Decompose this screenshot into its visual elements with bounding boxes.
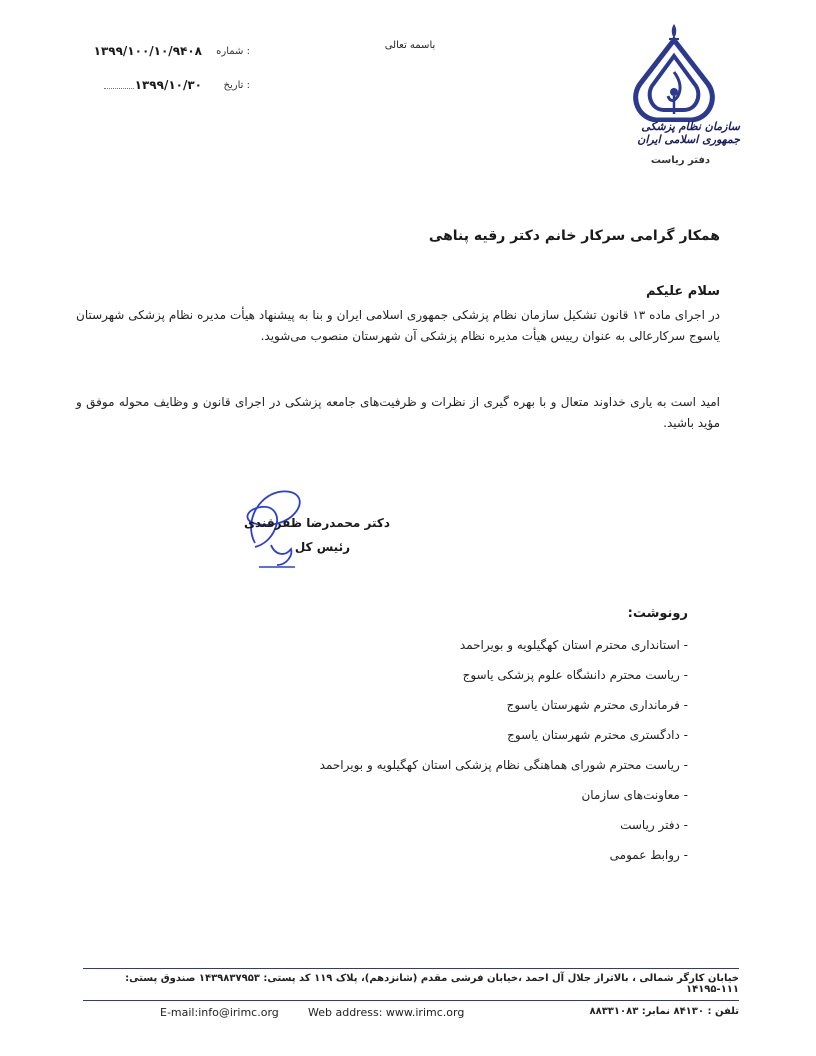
cc-item: - استانداری محترم استان کهگیلویه و بویراحمد — [459, 638, 688, 652]
office-name: دفتر ریاست — [650, 155, 710, 166]
cc-item: - ریاست محترم دانشگاه علوم پزشکی یاسوج — [462, 668, 688, 682]
signature-scribble-icon — [225, 485, 325, 575]
footer-phone-fax: تلفن : ۸۴۱۳۰ نمابر: ۸۸۳۳۱۰۸۳ — [589, 1006, 739, 1017]
org-logo — [618, 22, 738, 172]
emblem-icon — [618, 22, 738, 122]
cc-item: - دفتر ریاست — [620, 818, 688, 832]
cc-item: - دادگستری محترم شهرستان یاسوج — [507, 728, 688, 742]
cc-title: رونوشت: — [627, 606, 688, 621]
letter-date — [100, 78, 250, 98]
bismillah: باسمه تعالی — [384, 40, 436, 51]
greeting: سلام علیکم — [646, 284, 720, 299]
date-label: تاریخ : — [223, 80, 250, 91]
footer-contact — [83, 1006, 739, 1022]
footer-website[interactable]: Web address: www.irimc.org — [308, 1006, 465, 1019]
signer-name: دکتر محمدرضا ظفرقندی — [243, 516, 390, 530]
body-paragraph-1: در اجرای ماده ۱۳ قانون تشکیل سازمان نظام پزشکی جمهوری اسلامی ایران و بنا به پیشنهاد هیأت مدیره نظام پزشکی شهرستان یاسوج سرکارعالی به عنوان رییس هیأت مدیره نظام پزشکی آن شهرستان منصوب می‌شوید. — [76, 308, 720, 343]
number-value: ۱۳۹۹/۱۰۰/۱۰/۹۴۰۸ — [93, 44, 202, 58]
number-label: شماره : — [216, 46, 250, 57]
cc-item: - ریاست محترم شورای هماهنگی نظام پزشکی استان کهگیلویه و بویراحمد — [319, 758, 688, 772]
salutation: همکار گرامی سرکار خانم دکتر رقیه پناهی — [428, 228, 720, 244]
letter-number — [93, 44, 250, 64]
cc-item: - معاونت‌های سازمان — [581, 788, 688, 802]
footer-email[interactable]: E-mail:info@irimc.org — [160, 1006, 279, 1019]
footer-address: خیابان کارگر شمالی ، بالاتراز جلال آل احمد ،خیابان فرشی مقدم (شانزدهم)، پلاک ۱۱۹ کد پستی: ۱۴۳۹۸۳۷۹۵۳ صندوق پستی: ۱۱۱-۱۴۱۹۵ — [125, 973, 739, 995]
signer-title: رئیس کل — [294, 540, 350, 554]
cc-item: - روابط عمومی — [609, 848, 688, 862]
body-paragraph-2: امید است به یاری خداوند متعال و با بهره گیری از نظرات و ظرفیت‌های جامعه پزشکی در اجرای قانون و وظایف محوله موفق و مؤید باشید. — [76, 395, 720, 430]
date-value: ۱۳۹۹/۱۰/۳۰ — [134, 78, 202, 92]
footer-divider-bottom — [83, 1000, 739, 1001]
date-dots — [104, 88, 134, 89]
cc-item: - فرمانداری محترم شهرستان یاسوج — [506, 698, 688, 712]
org-name: سازمان نظام پزشکی جمهوری اسلامی ایران — [637, 120, 740, 146]
cc-list — [250, 630, 688, 870]
footer-divider-top — [83, 968, 739, 969]
